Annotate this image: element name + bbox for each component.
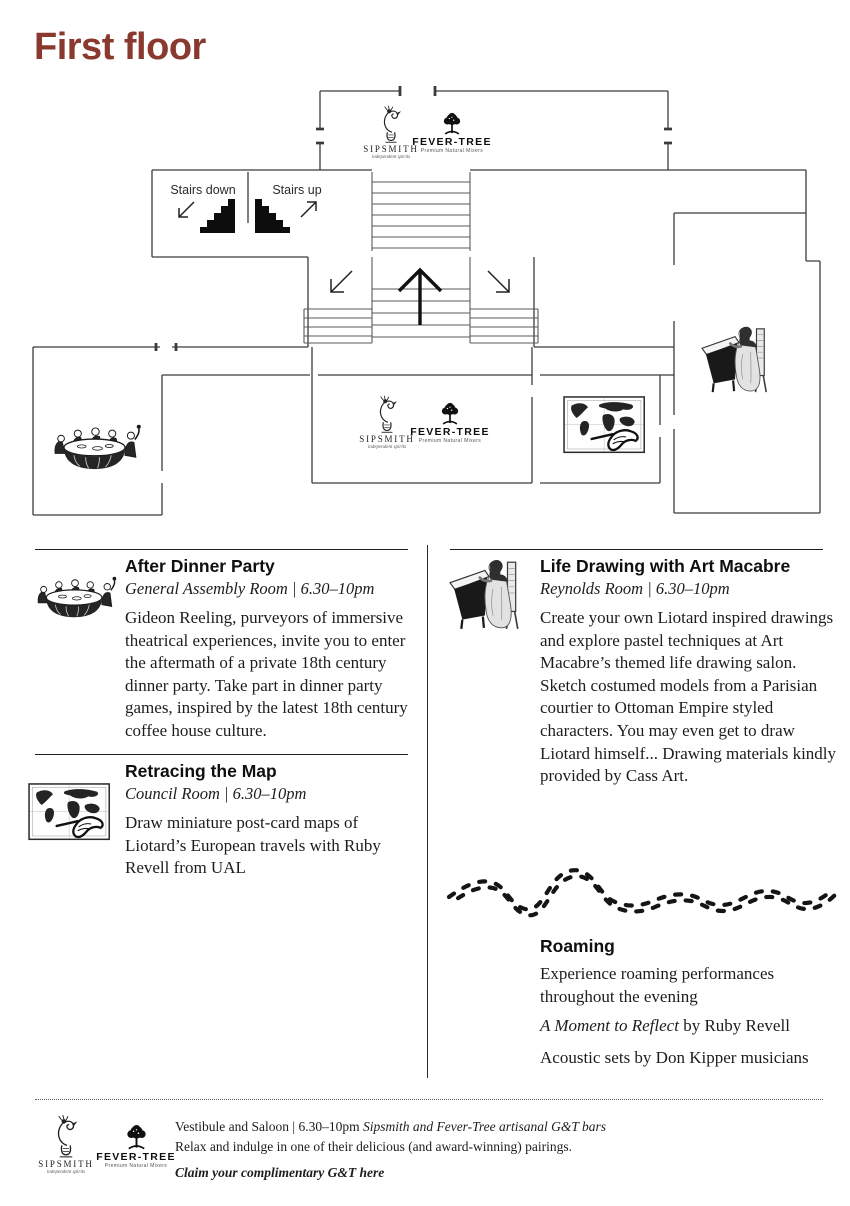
swan-icon (377, 103, 405, 145)
tree-icon (123, 1124, 150, 1152)
event-title: Retracing the Map (125, 761, 277, 781)
footer-rule (35, 1099, 823, 1100)
arrow-up-icon (399, 270, 441, 325)
stairs-down-icon (200, 199, 235, 233)
plan-walls (33, 91, 820, 515)
fever-tree-tagline: Premium Natural Mixers (420, 147, 484, 154)
event-description: Draw miniature post-card maps of Liotard’s European travels with Ruby Revell from UAL (125, 813, 381, 878)
sipsmith-wordmark: SIPSMITH (38, 1159, 94, 1169)
map-hand-icon (563, 396, 651, 459)
stairs-down-arrow-icon (179, 202, 194, 217)
stairs-up-label: Stairs up (272, 183, 322, 197)
fever-tree-wordmark: FEVER-TREE (410, 426, 490, 438)
performance-title: A Moment to Reflect (540, 1016, 679, 1035)
stairs-up-icon (255, 199, 290, 233)
fever-tree-tagline: Premium Natural Mixers (418, 437, 482, 444)
sipsmith-tagline: independent spirits (371, 154, 411, 160)
fever-tree-tagline: Premium Natural Mixers (104, 1162, 168, 1169)
event-title: After Dinner Party (125, 556, 275, 576)
page-title: First floor (34, 26, 206, 68)
footer-venue-line (175, 1119, 606, 1135)
section-rule (35, 549, 408, 550)
dinner-party-icon (48, 412, 143, 473)
roaming-title: Roaming (540, 936, 615, 956)
performance-by: by Ruby Revell (678, 1016, 790, 1035)
swan-icon (373, 393, 401, 435)
footer-venue: Vestibule and Saloon | 6.30–10pm (175, 1119, 363, 1134)
section-rule (35, 754, 408, 755)
arrow-down-left-icon (331, 271, 352, 292)
event-description: Gideon Reeling, purveyors of immersive theatrical experiences, invite you to enter the aftermath of a private 18th century dinner party. Take part in dinner party games, inspired by the latest 18th century coffee house culture. (125, 608, 408, 741)
map-hand-icon (28, 783, 116, 846)
event-room-time: Council Room | 6.30–10pm (125, 784, 307, 803)
sipsmith-wordmark: SIPSMITH (359, 434, 415, 444)
sipsmith-wordmark: SIPSMITH (363, 144, 419, 154)
tree-icon (438, 402, 462, 427)
sipsmith-tagline: independent spirits (367, 444, 407, 450)
column-divider (427, 545, 428, 1078)
tree-icon (440, 112, 464, 137)
stairs-down-label: Stairs down (170, 183, 236, 197)
event-description: Create your own Liotard inspired drawings and explore pastel techniques at Art Macabre’s themed life drawing salon. Sketch costumed models from a Parisian courtier to Ottoman Empire styled characters. You may even get to draw Liotard himself... Drawing materials kindly provided by Cass Art. (540, 608, 837, 786)
footprints-icon (443, 852, 838, 924)
event-room-time: Reynolds Room | 6.30–10pm (540, 579, 730, 598)
stairs-up-arrow-icon (301, 202, 316, 217)
footer-claim-line: Claim your complimentary G&T here (175, 1165, 385, 1180)
sipsmith-tagline: independent spirits (46, 1169, 86, 1175)
roaming-performance (540, 1015, 850, 1038)
artist-desk-icon (700, 323, 776, 395)
footer-bars: Sipsmith and Fever-Tree artisanal G&T bars (362, 1119, 607, 1134)
fever-tree-wordmark: FEVER-TREE (412, 136, 492, 148)
dinner-party-icon (32, 565, 118, 621)
section-rule (450, 549, 823, 550)
fever-tree-logo (92, 1124, 180, 1169)
fever-tree-wordmark: FEVER-TREE (96, 1151, 176, 1163)
roaming-acoustic: Acoustic sets by Don Kipper musicians (540, 1048, 809, 1067)
artist-desk-icon (448, 556, 528, 632)
event-title: Life Drawing with Art Macabre (540, 556, 791, 576)
arrow-down-right-icon (488, 271, 509, 292)
event-room-time: General Assembly Room | 6.30–10pm (125, 579, 375, 598)
fever-tree-logo (410, 402, 490, 444)
fever-tree-logo (412, 112, 492, 154)
roaming-intro: Experience roaming performances throughout the evening (540, 964, 775, 1006)
swan-icon (50, 1112, 82, 1160)
footer-relax-line: Relax and indulge in one of their delicious (and award-winning) pairings. (175, 1139, 573, 1154)
